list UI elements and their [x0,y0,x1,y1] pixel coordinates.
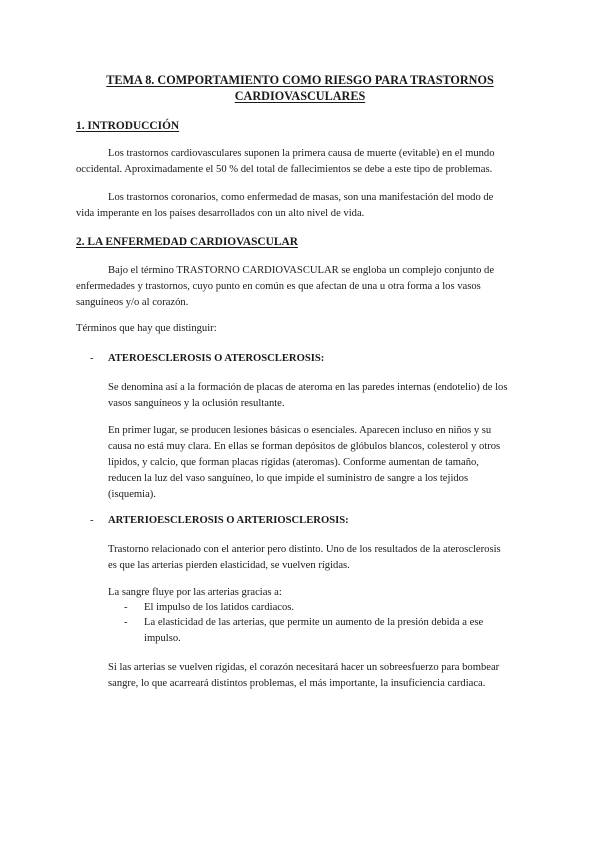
text-line: reducen la luz del vaso sanguíneo, lo que impide el suministro de sangre a los tejidos [108,473,469,484]
text-line: Bajo el término TRASTORNO CARDIOVASCULAR se engloba un complejo conjunto de [108,265,495,276]
bullet-dash: - [124,617,128,628]
text-line: lípidos, y calcio, que forman placas rígidas (ateromas). Conforme aumentan de tamaño, [108,457,479,468]
paragraph-flujo-sangre [108,585,282,601]
text-line: enfermedades y trastornos, cuyo punto en común es que afectan de una u otra forma a los vasos [76,281,481,292]
text-line: causa no está muy clara. En ellas se forman depósitos de glóbulos blancos, colesterol y otros [108,441,501,452]
text-line: En primer lugar, se producen lesiones básicas o esenciales. Aparecen incluso en niños y su [108,425,492,436]
bullet-dash: - [124,602,128,613]
paragraph-ateroesclerosis-1 [108,380,507,412]
text-line: Los trastornos cardiovasculares suponen la primera causa de muerte (evitable) en el mundo [108,148,495,159]
text-line: vasos sanguíneos y la oclusión resultante. [108,398,285,409]
heading-enfermedad-cardiovascular: 2. LA ENFERMEDAD CARDIOVASCULAR [76,236,298,248]
term-name: ATEROESCLEROSIS O ATEROSCLEROSIS: [108,353,325,364]
text-line: Se denomina así a la formación de placas de ateroma en las paredes internas (endotelio) de los [108,382,508,393]
paragraph-arterioesclerosis-1 [108,542,501,574]
text-line: (isquemia). [108,489,156,500]
title-line-2: CARDIOVASCULARES [234,89,366,103]
document-title [76,72,524,104]
text-line: sanguíneos y/o al corazón. [76,297,189,308]
text-line: vida imperante en los países desarrollados con un alto nivel de vida. [76,208,365,219]
text-line: es que las arterias pierden elasticidad, se vuelven rígidas. [108,560,350,571]
text-line: Si las arterias se vuelven rígidas, el corazón necesitará hacer un sobreesfuerzo para bombear [108,662,500,673]
text-line: Términos que hay que distinguir: [76,323,217,334]
bullet-dash: - [90,515,94,526]
title-line-1: TEMA 8. COMPORTAMIENTO COMO RIESGO PARA TRASTORNOS [106,73,494,87]
text-line: El impulso de los latidos cardiacos. [144,602,295,613]
text-line: occidental. Aproximadamente el 50 % del total de fallecimientos se debe a este tipo de problemas. [76,164,493,175]
bullet-dash: - [90,353,94,364]
text-line: La sangre fluye por las arterias gracias a: [108,587,282,598]
paragraph-intro-1 [76,146,495,178]
text-line: Los trastornos coronarios, como enfermedad de masas, son una manifestación del modo de [108,192,494,203]
paragraph-ateroesclerosis-2 [108,423,500,503]
text-line: Trastorno relacionado con el anterior pero distinto. Uno de los resultados de la aterosclerosis [108,544,501,555]
term-heading-arterioesclerosis [90,513,349,529]
paragraph-arterioesclerosis-3 [108,660,499,692]
term-name: ARTERIOESCLEROSIS O ARTERIOSCLEROSIS: [108,515,349,526]
paragraph-terminos [76,321,217,337]
text-line: sangre, lo que acarreará distintos problemas, el más importante, la insuficiencia cardiaca. [108,678,486,689]
text-line: impulso. [144,633,181,644]
term-heading-ateroesclerosis [90,351,324,367]
paragraph-definicion [76,263,494,311]
paragraph-intro-2 [76,190,493,222]
text-line: La elasticidad de las arterias, que permite un aumento de la presión debida a ese [144,617,484,628]
heading-introduccion: 1. INTRODUCCIÓN [76,120,180,132]
